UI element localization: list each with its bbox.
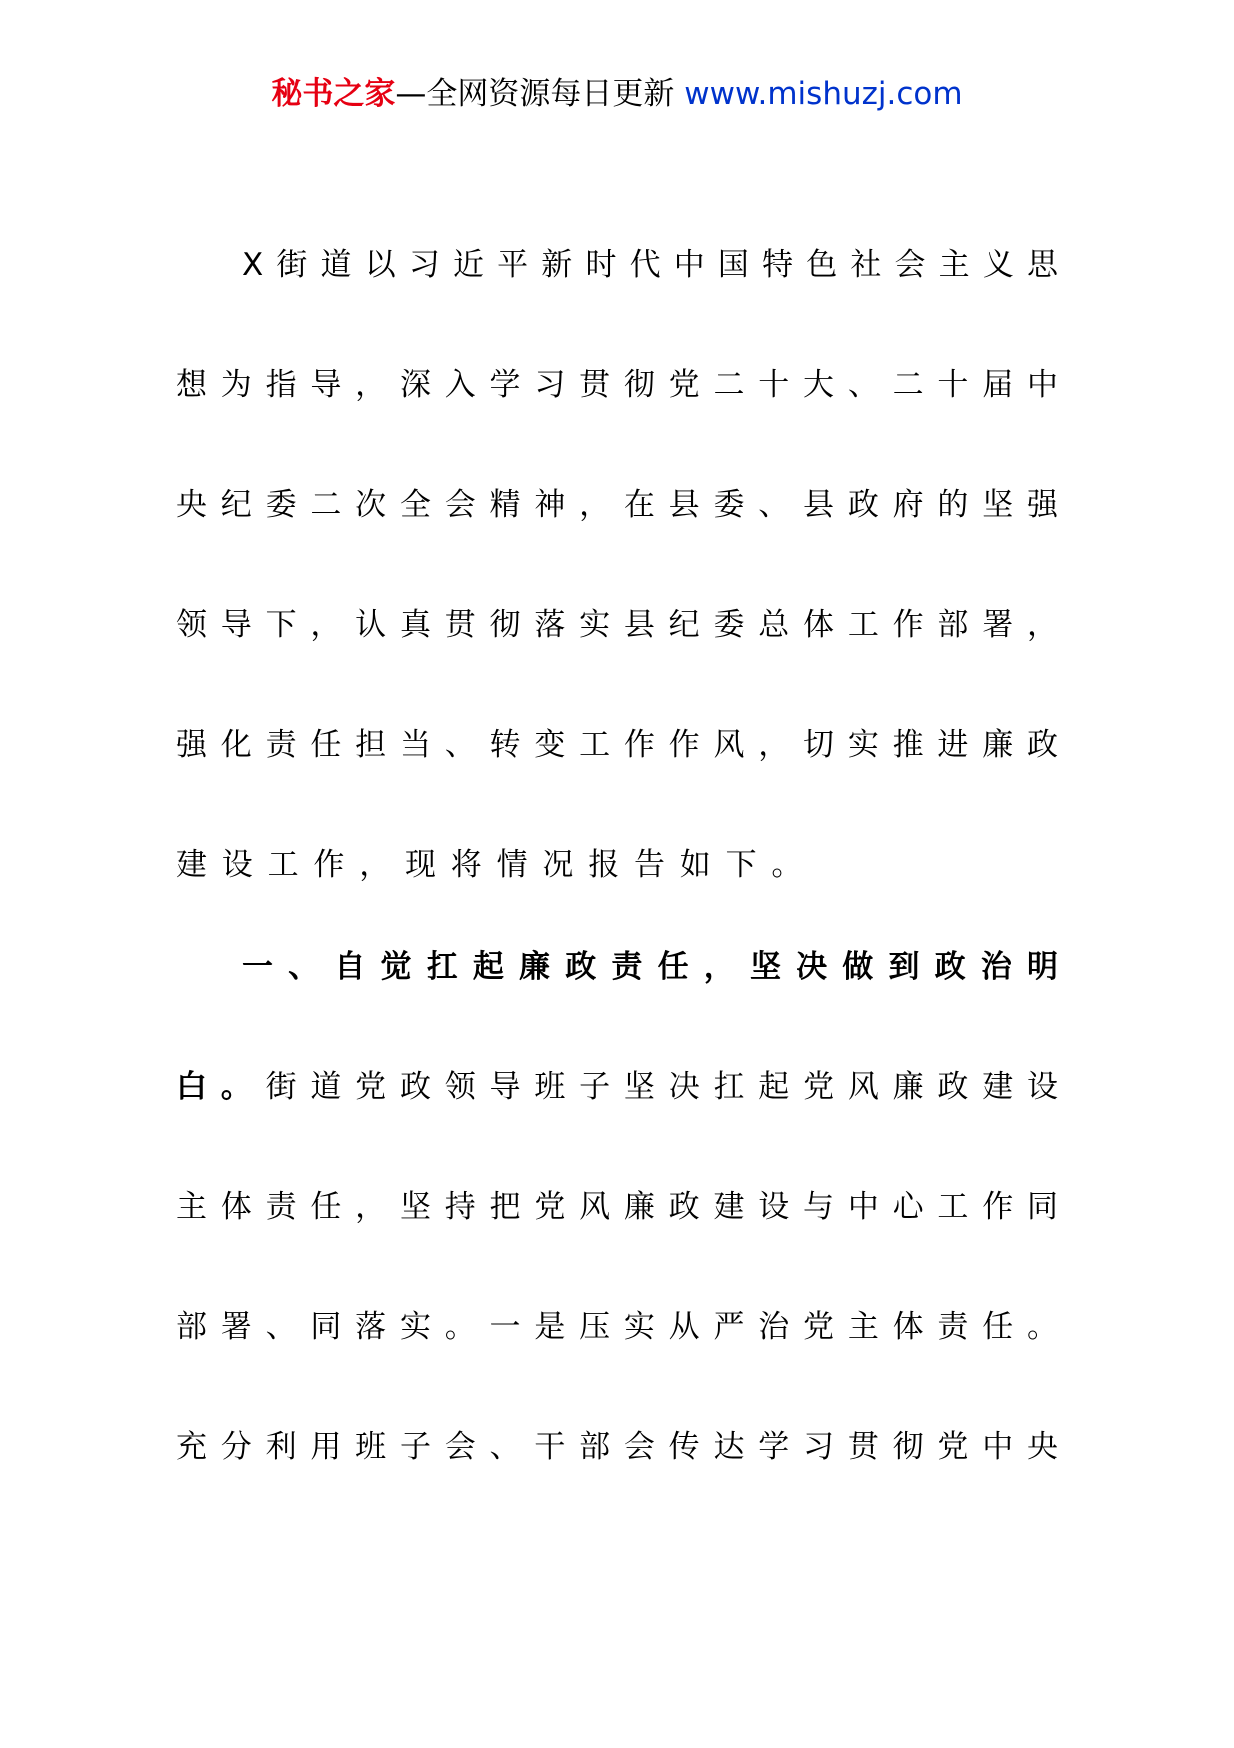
paragraph-line: 领导下，认真贯彻落实县纪委总体工作部署， xyxy=(176,607,1060,643)
paragraph-line xyxy=(176,1065,1060,1109)
site-header xyxy=(0,72,1234,116)
section-heading-end: 白。 xyxy=(176,1069,266,1105)
paragraph-text: 街道党政领导班子坚决扛起党风廉政建设 xyxy=(265,1069,1061,1105)
brand-name: 秘书之家 xyxy=(271,76,396,112)
paragraph-line: 强化责任担当、转变工作作风，切实推进廉政 xyxy=(176,727,1060,763)
paragraph-line: X街道以习近平新时代中国特色社会主义思 xyxy=(242,247,1060,283)
site-url-link[interactable]: www.mishuzj.com xyxy=(684,76,963,112)
section-heading: 一、自觉扛起廉政责任，坚决做到政治明 xyxy=(242,949,1060,985)
paragraph-line: 部署、同落实。一是压实从严治党主体责任。 xyxy=(176,1309,1060,1345)
paragraph-line: 充分利用班子会、干部会传达学习贯彻党中央 xyxy=(176,1429,1060,1465)
paragraph-line: 央纪委二次全会精神，在县委、县政府的坚强 xyxy=(176,487,1060,523)
paragraph-line: 主体责任，坚持把党风廉政建设与中心工作同 xyxy=(176,1189,1060,1225)
paragraph-line: 建设工作，现将情况报告如下。 xyxy=(176,847,818,883)
paragraph-line: 想为指导，深入学习贯彻党二十大、二十届中 xyxy=(176,367,1060,403)
header-tagline: —全网资源每日更新 xyxy=(395,76,675,112)
